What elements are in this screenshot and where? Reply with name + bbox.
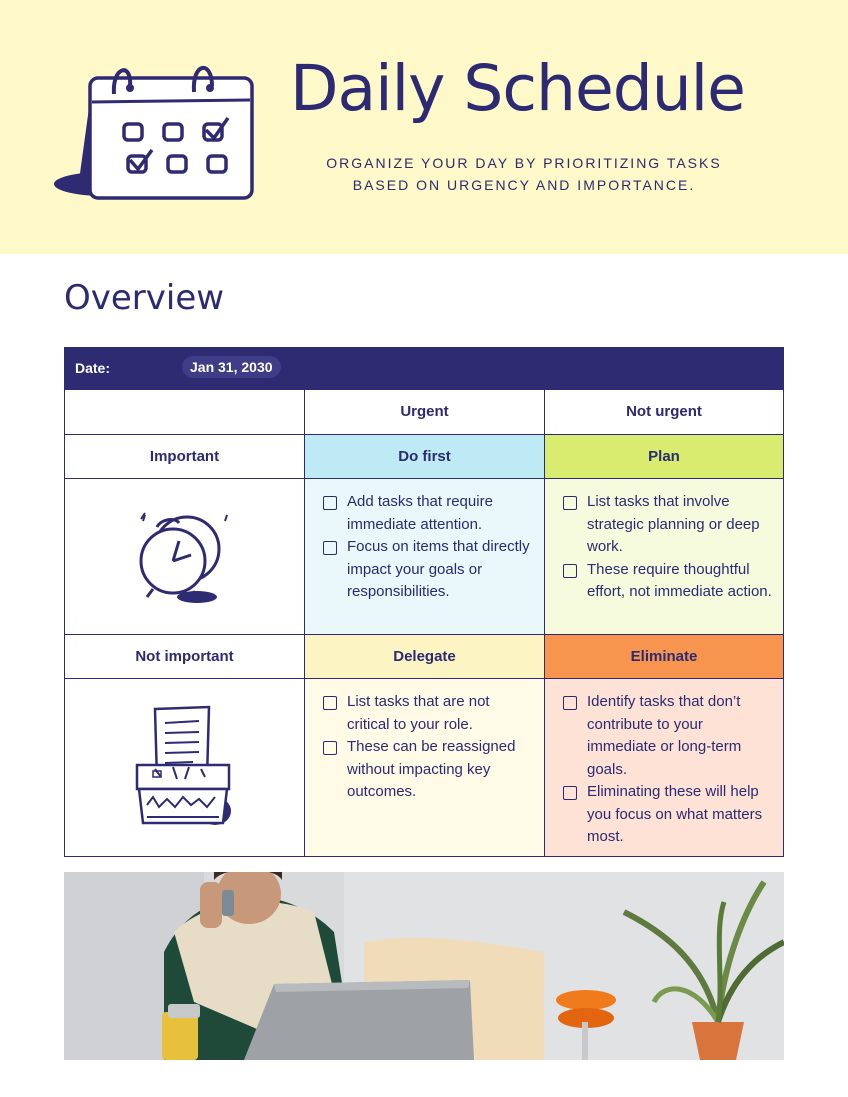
do-first-task-list bbox=[305, 479, 544, 604]
quadrant-header-eliminate: Eliminate bbox=[544, 634, 784, 679]
date-label: Date: bbox=[75, 360, 111, 376]
date-value[interactable]: Jan 31, 2030 bbox=[182, 356, 281, 378]
overview-heading: Overview bbox=[64, 278, 225, 318]
task-item bbox=[563, 781, 773, 849]
column-header-not-urgent: Not urgent bbox=[544, 389, 784, 435]
eliminate-task-list bbox=[545, 679, 783, 849]
task-item bbox=[563, 691, 773, 781]
quadrant-body-delegate bbox=[304, 678, 545, 857]
plan-task-list bbox=[545, 479, 783, 604]
quadrant-body-plan bbox=[544, 478, 784, 635]
task-text: List tasks that are not critical to your role. bbox=[347, 693, 490, 733]
task-text: These can be reassigned without impacting key outcomes. bbox=[347, 738, 516, 800]
calendar-checklist-icon bbox=[52, 56, 262, 206]
delegate-task-list bbox=[305, 679, 544, 804]
checkbox-icon[interactable] bbox=[323, 741, 337, 755]
task-item bbox=[323, 736, 534, 804]
checkbox-icon[interactable] bbox=[563, 564, 577, 578]
task-text: Identify tasks that don’t contribute to your immediate or long-term goals. bbox=[587, 693, 742, 778]
checkbox-icon[interactable] bbox=[563, 496, 577, 510]
not-important-illustration-cell bbox=[64, 678, 305, 857]
task-item bbox=[323, 536, 534, 604]
checkbox-icon[interactable] bbox=[323, 696, 337, 710]
task-item bbox=[323, 491, 534, 536]
quadrant-header-delegate: Delegate bbox=[304, 634, 545, 679]
checkbox-icon[interactable] bbox=[323, 541, 337, 555]
task-item bbox=[563, 559, 773, 604]
date-bar bbox=[64, 347, 784, 390]
task-text: Add tasks that require immediate attention. bbox=[347, 493, 493, 533]
checkbox-icon[interactable] bbox=[563, 696, 577, 710]
paper-shredder-icon bbox=[133, 705, 243, 835]
task-text: List tasks that involve strategic planning or deep work. bbox=[587, 493, 760, 555]
quadrant-body-do-first bbox=[304, 478, 545, 635]
quadrant-header-do-first: Do first bbox=[304, 434, 545, 479]
task-text: These require thoughtful effort, not immediate action. bbox=[587, 560, 772, 600]
quadrant-header-plan: Plan bbox=[544, 434, 784, 479]
workspace-photo-illustration bbox=[64, 872, 784, 1060]
task-item bbox=[563, 491, 773, 559]
column-header-urgent: Urgent bbox=[304, 389, 545, 435]
alarm-clock-icon bbox=[135, 509, 235, 609]
matrix-corner-cell bbox=[64, 389, 305, 435]
subtitle-line-2: BASED ON URGENCY AND IMPORTANCE. bbox=[352, 177, 696, 193]
task-item bbox=[323, 691, 534, 736]
important-illustration-cell bbox=[64, 478, 305, 635]
task-text: Focus on items that directly impact your goals or responsibilities. bbox=[347, 538, 530, 600]
checkbox-icon[interactable] bbox=[323, 496, 337, 510]
header-banner bbox=[0, 0, 848, 254]
subtitle-line-1: ORGANIZE YOUR DAY BY PRIORITIZING TASKS bbox=[326, 155, 722, 171]
quadrant-body-eliminate bbox=[544, 678, 784, 857]
row-header-not-important: Not important bbox=[64, 634, 305, 679]
page-subtitle bbox=[300, 152, 748, 196]
workspace-photo bbox=[64, 872, 784, 1060]
checkbox-icon[interactable] bbox=[563, 786, 577, 800]
task-text: Eliminating these will help you focus on what matters most. bbox=[587, 783, 763, 845]
page-title: Daily Schedule bbox=[290, 52, 745, 125]
row-header-important: Important bbox=[64, 434, 305, 479]
